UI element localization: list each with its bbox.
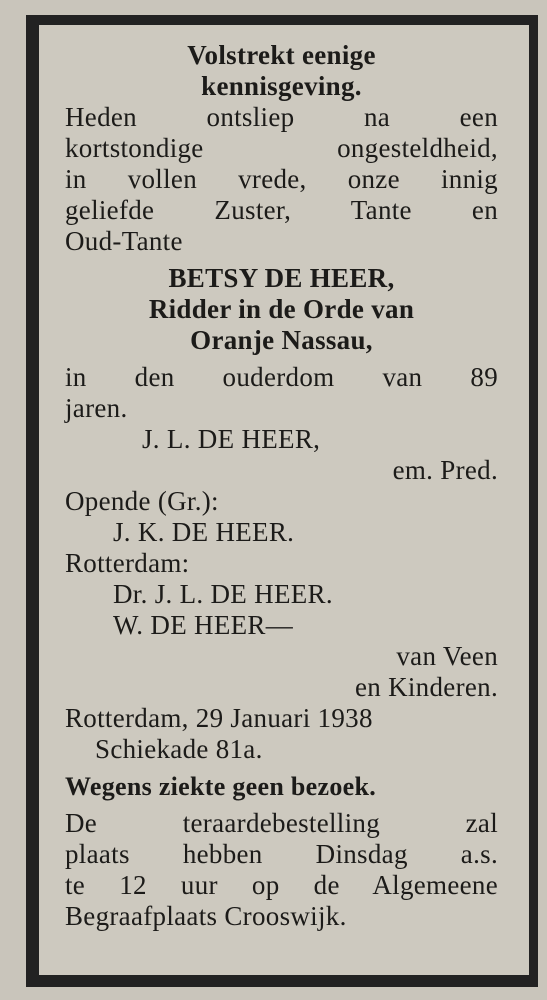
deceased-name: BETSY DE HEER, [168, 263, 395, 293]
intro-line: geliefde Zuster, Tante en [65, 195, 498, 225]
intro-line: Oud-Tante [65, 226, 183, 256]
family-member-suffix: van Veen [396, 641, 498, 671]
family-place: Rotterdam: [65, 548, 190, 578]
family-member: J. L. DE HEER, [142, 424, 321, 454]
intro-line: kortstondige ongesteldheid, [65, 133, 498, 163]
notice-content [65, 40, 498, 932]
burial-line: De teraardebestelling zal [65, 808, 498, 838]
no-visit-notice: Wegens ziekte geen bezoek. [65, 772, 377, 801]
age-line-1: in den ouderdom van 89 [65, 362, 498, 392]
age-line-2: jaren. [65, 393, 128, 423]
family-member: J. K. DE HEER. [113, 517, 295, 547]
address: Schiekade 81a. [95, 734, 263, 764]
honour-line-1: Ridder in de Orde van [148, 294, 415, 324]
place-date: Rotterdam, 29 Januari 1938 [65, 703, 373, 733]
burial-line: te 12 uur op de Algemeene [65, 870, 498, 900]
intro-line: in vollen vrede, onze innig [65, 164, 498, 194]
family-member: Dr. J. L. DE HEER. [113, 579, 333, 609]
honour-line-2: Oranje Nassau, [190, 325, 373, 355]
burial-line: plaats hebben Dinsdag a.s. [65, 839, 498, 869]
family-member: W. DE HEER— [113, 610, 294, 640]
family-place: Opende (Gr.): [65, 486, 219, 516]
heading-line-1: Volstrekt eenige [187, 40, 376, 70]
family-member-role: em. Pred. [392, 455, 498, 485]
burial-line: Begraafplaats Crooswijk. [65, 901, 347, 931]
family-member-suffix: en Kinderen. [354, 672, 498, 702]
heading-line-2: kennisgeving. [201, 71, 362, 101]
intro-line: Heden ontsliep na een [65, 102, 498, 132]
